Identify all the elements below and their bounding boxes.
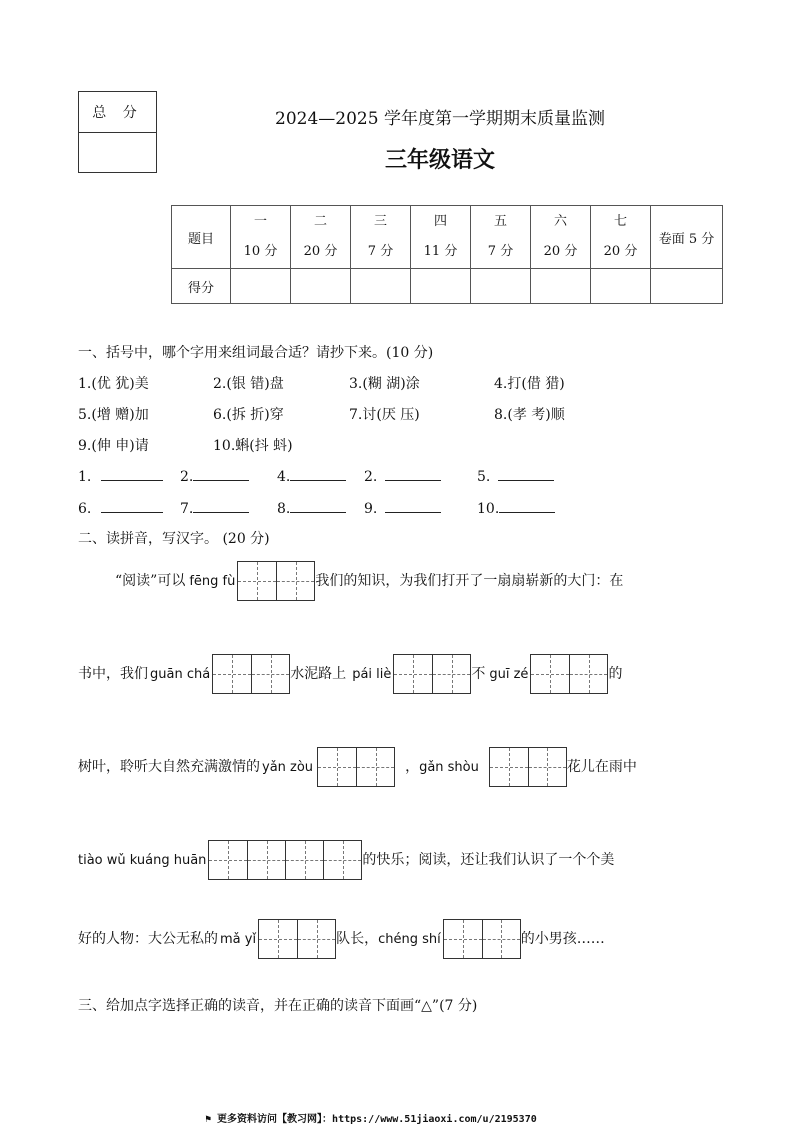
character-boxes[interactable]: [212, 654, 290, 694]
question-item: 6.(拆 折)穿: [213, 407, 284, 423]
answer-label: 10.: [477, 501, 500, 517]
column-5-points: 7 分: [487, 244, 514, 259]
question-item: 5.(增 赠)加: [78, 407, 149, 423]
character-cell[interactable]: [356, 748, 394, 786]
answer-slot: [78, 466, 163, 485]
question-item: 8.(孝 考)顺: [494, 407, 565, 423]
column-1: [231, 206, 291, 269]
pinyin: guī zé: [489, 667, 529, 682]
column-6-num: 六: [553, 214, 567, 229]
character-cell[interactable]: [444, 920, 482, 958]
reading-line-3: [78, 747, 718, 787]
section-1-heading: 一、括号中，哪个字用来组词最合适？请抄下来。(10 分): [78, 345, 434, 361]
character-cell[interactable]: [569, 655, 607, 693]
character-cell[interactable]: [247, 841, 285, 879]
character-cell[interactable]: [213, 655, 251, 693]
question-item: 7.讨(厌 压): [349, 407, 420, 423]
column-4-points: 11 分: [423, 244, 458, 259]
reading-line-5: [78, 919, 718, 959]
total-score-box: [78, 91, 157, 173]
character-boxes[interactable]: [258, 919, 336, 959]
answer-label: 2.: [364, 469, 378, 485]
pinyin: pái liè: [352, 667, 392, 682]
question-item: 4.打(借 猎): [494, 376, 565, 392]
character-cell[interactable]: [531, 655, 569, 693]
reading-line-4: [78, 840, 718, 880]
answer-slot: [477, 498, 555, 517]
column-5: [471, 206, 531, 269]
column-2: [291, 206, 351, 269]
answer-slot: [277, 466, 346, 485]
column-7-num: 七: [613, 214, 627, 229]
answer-slot: [78, 498, 163, 517]
character-cell[interactable]: [528, 748, 566, 786]
answer-slot: [364, 498, 441, 517]
text-segment: ，: [405, 759, 420, 775]
score-table-score-row: [172, 269, 723, 304]
pinyin: chéng shí: [378, 932, 441, 947]
character-boxes[interactable]: [317, 747, 395, 787]
reading-line-1: [78, 561, 718, 601]
item-label-cell: 题目: [172, 206, 231, 269]
text-segment: 书中，我们: [78, 666, 148, 682]
column-7: [591, 206, 651, 269]
character-cell[interactable]: [323, 841, 361, 879]
pinyin: yǎn zòu: [262, 760, 314, 775]
score-cell[interactable]: [411, 269, 471, 304]
column-6-points: 20 分: [543, 244, 578, 259]
question-item: 2.(银 错)盘: [213, 376, 284, 392]
character-boxes[interactable]: [443, 919, 521, 959]
character-boxes[interactable]: [530, 654, 608, 694]
exam-title: 2024—2025 学年度第一学期期末质量监测: [275, 109, 605, 129]
answer-slot: [277, 498, 346, 517]
question-item: 10.蝌(抖 蚪): [213, 438, 293, 454]
answer-blank[interactable]: [193, 466, 249, 481]
character-cell[interactable]: [297, 920, 335, 958]
flag-icon: ⚑: [205, 1114, 218, 1125]
answer-blank[interactable]: [101, 498, 163, 513]
score-cell[interactable]: [231, 269, 291, 304]
answer-label: 6.: [78, 501, 92, 517]
character-cell[interactable]: [276, 562, 314, 600]
character-cell[interactable]: [238, 562, 276, 600]
score-table: [171, 205, 723, 304]
text-segment: 我们的知识，为我们打开了一扇扇崭新的大门：在: [315, 573, 624, 589]
answer-slot: [477, 466, 554, 485]
column-6: [531, 206, 591, 269]
score-cell[interactable]: [291, 269, 351, 304]
score-cell[interactable]: [531, 269, 591, 304]
answer-label: 4.: [277, 469, 291, 485]
column-2-num: 二: [313, 214, 327, 229]
answer-blank[interactable]: [499, 498, 555, 513]
character-cell[interactable]: [259, 920, 297, 958]
column-3: [351, 206, 411, 269]
column-1-points: 10 分: [243, 244, 278, 259]
answer-slot: [180, 498, 249, 517]
column-4-num: 四: [433, 214, 447, 229]
character-cell[interactable]: [432, 655, 470, 693]
column-3-num: 三: [373, 214, 387, 229]
column-4: [411, 206, 471, 269]
score-cell[interactable]: [591, 269, 651, 304]
footer-text: 更多资料访问【教习网】：https://www.51jiaoxi.com/u/2195370: [217, 1114, 537, 1125]
column-5-num: 五: [493, 214, 507, 229]
column-2-points: 20 分: [303, 244, 338, 259]
text-segment: “阅读”可以: [115, 573, 186, 589]
character-cell[interactable]: [394, 655, 432, 693]
text-segment: 水泥路上: [290, 666, 347, 682]
score-cell[interactable]: [651, 269, 723, 304]
character-cell[interactable]: [209, 841, 247, 879]
answer-blank[interactable]: [385, 498, 441, 513]
character-cell[interactable]: [285, 841, 323, 879]
character-cell[interactable]: [318, 748, 356, 786]
character-cell[interactable]: [490, 748, 528, 786]
pinyin: guān chá: [150, 667, 211, 682]
footer-link[interactable]: [205, 1110, 537, 1125]
text-segment: 的小男孩……: [520, 931, 605, 947]
answer-blank[interactable]: [290, 466, 346, 481]
character-boxes[interactable]: [208, 840, 362, 880]
score-cell[interactable]: [351, 269, 411, 304]
pinyin: gǎn shòu: [419, 760, 479, 775]
answer-label: 5.: [477, 469, 491, 485]
answer-label: 9.: [364, 501, 378, 517]
neatness-column: 卷面 5 分: [651, 206, 723, 269]
answer-blank[interactable]: [290, 498, 346, 513]
question-item: 1.(优 犹)美: [78, 376, 149, 392]
column-7-points: 20 分: [603, 244, 638, 259]
text-segment: 的: [608, 666, 623, 682]
pinyin: fēng fù: [189, 574, 236, 589]
character-boxes[interactable]: [237, 561, 315, 601]
text-segment: 好的人物：大公无私的: [78, 931, 218, 947]
character-boxes[interactable]: [393, 654, 471, 694]
score-cell[interactable]: [471, 269, 531, 304]
answer-label: 1.: [78, 469, 92, 485]
answer-label: 2.: [180, 469, 194, 485]
answer-label: 7.: [180, 501, 194, 517]
answer-blank[interactable]: [498, 466, 554, 481]
section-2-heading: 二、读拼音，写汉字。 (20 分): [78, 531, 270, 547]
pinyin: mǎ yǐ: [220, 932, 257, 947]
section-3-heading: 三、给加点字选择正确的读音，并在正确的读音下面画“△”(7 分): [78, 998, 478, 1014]
text-segment: 花儿在雨中: [566, 759, 637, 775]
text-segment: 不: [471, 666, 486, 682]
reading-line-2: [78, 654, 718, 694]
answer-slot: [364, 466, 441, 485]
text-segment: 树叶，聆听大自然充满激情的: [78, 759, 260, 775]
answer-label: 8.: [277, 501, 291, 517]
column-3-points: 7 分: [367, 244, 394, 259]
character-cell[interactable]: [251, 655, 289, 693]
column-1-num: 一: [253, 214, 267, 229]
answer-blank[interactable]: [101, 466, 163, 481]
question-item: 3.(糊 湖)涂: [349, 376, 420, 392]
text-segment: 的快乐；阅读，还让我们认识了一个个美: [362, 852, 615, 868]
answer-slot: [180, 466, 249, 485]
text-segment: 队长，: [336, 931, 379, 947]
score-table-header-row: [172, 206, 723, 269]
question-item: 9.(伸 申)请: [78, 438, 149, 454]
answer-blank[interactable]: [385, 466, 441, 481]
answer-blank[interactable]: [193, 498, 249, 513]
pinyin: tiào wǔ kuáng huān: [78, 853, 207, 868]
character-cell[interactable]: [482, 920, 520, 958]
total-score-label: 总 分: [79, 92, 156, 133]
score-label-cell: 得分: [172, 269, 231, 304]
subject-title: 三年级语文: [384, 147, 495, 173]
character-boxes[interactable]: [489, 747, 567, 787]
